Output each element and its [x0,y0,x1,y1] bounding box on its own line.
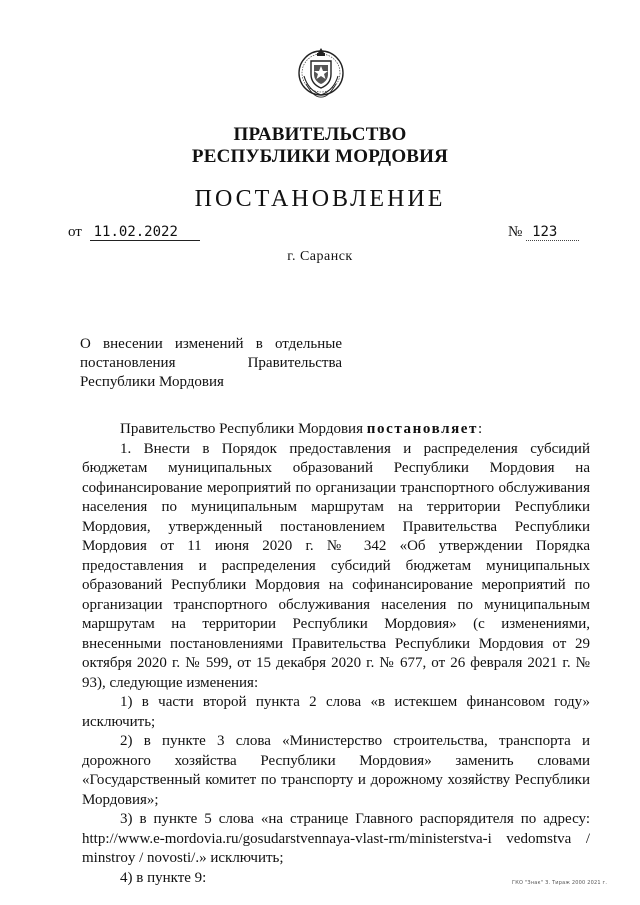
number-prefix: № [508,224,523,240]
print-mark: ГКО "Знак" З. Тираж 2000 2021 г. [512,880,608,886]
paragraph-1-3: 3) в пункте 5 слова «на странице Главного распорядителя по адресу: http://www.e-mordovia.ru/gosudarstvennaya-vlast-rm/ministerstva-i vedomstva / minstroy / novosti/.» исключить; [82,811,590,866]
intro-emphasis: постановляет [366,421,479,437]
paragraph-1-2: 2) в пункте 3 слова «Министерство строительства, транспорта и дорожного хозяйства Республики Мордовия» заменить словами «Государственный комитет по транспорту и дорожному хозяйству Республики Мордовия»; [82,733,590,808]
intro-end: : [478,421,483,437]
date-value: 11.02.2022 [90,224,200,241]
document-number [508,224,579,241]
paragraph-1: 1. Внести в Порядок предоставления и распределения субсидий бюджетам муниципальных образований Республики Мордовия на софинансирование мероприятий по организации транспортного обслуживания населения по муниципальным маршрутам на территории Республики Мордовия, утвержденный постановлением Правительства Республики Мордовия от 11 июня 2020 г. № 342 «Об утверждении Порядка предоставления и распределения субсидий бюджетам муниципальных образований Республики Мордовия на софинансирование мероприятий по организации транспортного обслуживания населения по муниципальным маршрутам на территории Республики Мордовия» (с изменениями, внесенными постановлениями Правительства Республики Мордовия от 29 октября 2020 г. № 599, от 15 декабря 2020 г. № 677, от 26 февраля 2021 г. № 93), следующие изменения: [82,440,590,691]
government-title-line1: ПРАВИТЕЛЬСТВО [233,124,407,145]
city-line: г. Саранск [287,249,353,264]
paragraph-1-1: 1) в части второй пункта 2 слова «в истекшем финансовом году» исключить; [82,694,590,730]
government-title-line2: РЕСПУБЛИКИ МОРДОВИЯ [191,146,449,167]
intro-paragraph [82,420,590,440]
document-date [68,224,200,241]
intro-start: Правительство Республики Мордовия [120,421,367,437]
date-prefix: от [68,224,82,240]
document-type-heading: ПОСТАНОВЛЕНИЕ [194,186,446,212]
document-subject: О внесении изменений в отдельные постановления Правительства Республики Мордовия [80,336,342,390]
number-value: 123 [526,224,579,241]
document-body [82,420,590,888]
paragraph-1-4: 4) в пункте 9: [120,869,207,886]
coat-of-arms-icon [296,44,346,102]
